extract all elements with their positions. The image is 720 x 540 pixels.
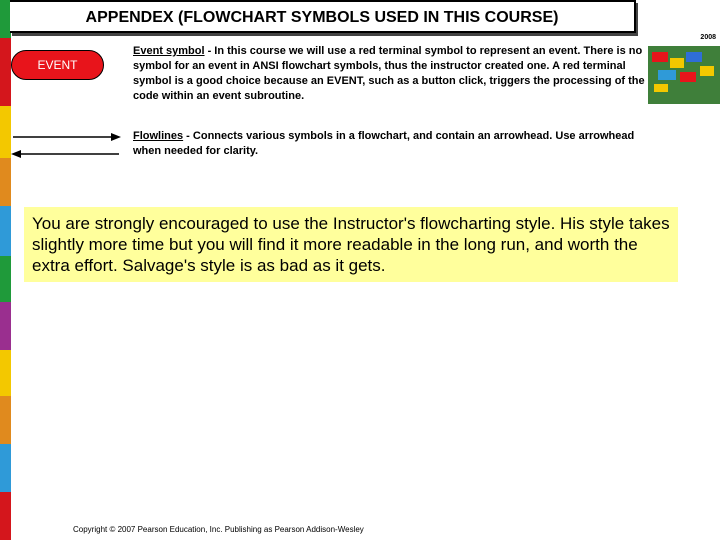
event-symbol-label: EVENT [37, 58, 78, 72]
lego-block-icon [658, 70, 676, 80]
event-symbol-term: Event symbol [133, 45, 205, 57]
stripe [0, 256, 11, 302]
stripe [0, 396, 11, 444]
stripe [0, 158, 11, 206]
style-note-text: You are strongly encouraged to use the Instructor's flowcharting style. His style takes slightly more time but you will find it more readable in the long run, and worth the extra effort. Salvage's style is as bad as it gets. [32, 214, 670, 275]
copyright-footer: Copyright © 2007 Pearson Education, Inc. Publishing as Pearson Addison-Wesley [73, 525, 364, 534]
stripe [0, 206, 11, 256]
flowline-arrows [11, 128, 121, 158]
lego-block-icon [654, 84, 668, 92]
stripe [0, 350, 11, 396]
title-box [10, 0, 636, 33]
stripe [0, 106, 11, 158]
lego-block-icon [670, 58, 684, 68]
book-cover-thumbnail [648, 22, 720, 104]
stripe [0, 302, 11, 350]
flowlines-term: Flowlines [133, 130, 184, 142]
flowlines-text: - Connects various symbols in a flowchart, and contain an arrowhead. Use arrowhead when needed for clarity. [133, 130, 635, 157]
event-symbol-description [133, 44, 653, 104]
event-terminal-symbol [11, 50, 104, 80]
cover-year-label: 2008 [700, 34, 716, 41]
lego-block-icon [680, 72, 696, 82]
flowlines-description [133, 129, 653, 159]
lego-block-icon [700, 66, 714, 76]
lego-block-icon [652, 52, 668, 62]
stripe [0, 38, 11, 106]
page-title: APPENDEX (FLOWCHART SYMBOLS USED IN THIS COURSE) [85, 9, 559, 26]
right-arrow-icon [13, 133, 121, 141]
left-arrow-icon [11, 150, 119, 158]
stripe [0, 492, 11, 540]
style-note-box [24, 207, 678, 282]
lego-block-icon [686, 52, 702, 62]
stripe [0, 444, 11, 492]
event-symbol-text: - In this course we will use a red terminal symbol to represent an event. There is no symbol for an event in ANSI flowchart symbols, thus the instructor created one. A red terminal symbol is a good choice because an EVENT, such as a button click, triggers the processing of the code within an event subroutine. [133, 45, 645, 102]
